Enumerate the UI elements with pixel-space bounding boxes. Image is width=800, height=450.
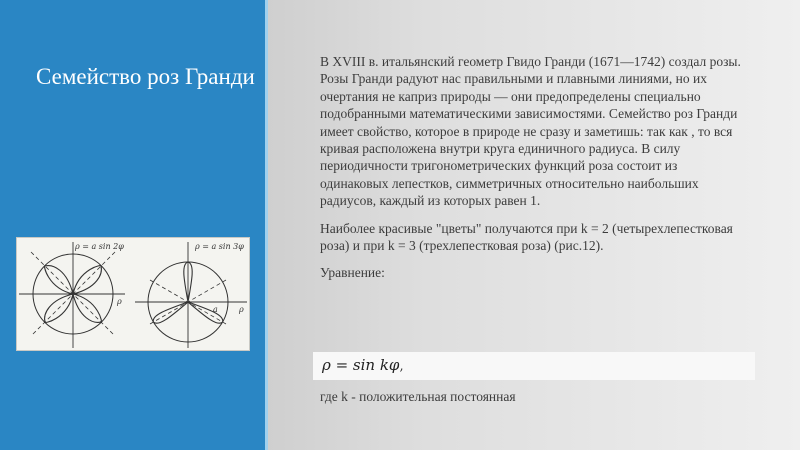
history-paragraph: В XVIII в. итальянский геометр Гвидо Гранди (1671—1742) создал розы. Розы Гранди радуют нас правильными и плавными линиями, но их очертания не каприз природы — они предопределены специально подобранными математическими зависимостями. Семейство роз Гранди имеет свойство, которое в природе не сразу и заметишь: так как , то вся кривая расположена внутри круга единичного радиуса. В силу периодичности тригонометрических функций роза состоит из одинаковых лепестков, симметричных относительно наибольших радиусов, каждый из которых равен 1. xyxy=(320,54,741,209)
slide-body xyxy=(320,53,745,292)
where-note: где k - положительная постоянная xyxy=(320,389,516,404)
right-a-label: a xyxy=(213,305,218,314)
right-rho-label: ρ xyxy=(239,305,244,314)
three-petal-rose xyxy=(135,242,247,348)
slide-title: Семейство роз Гранди xyxy=(36,64,255,89)
rose-figure xyxy=(16,237,250,351)
equation-text: ρ = sin kφ xyxy=(322,356,400,374)
equation-comma: , xyxy=(399,359,404,374)
rose-equation xyxy=(322,356,404,374)
right-rose-caption: ρ = a sin 3φ xyxy=(195,242,244,251)
flowers-paragraph: Наиболее красивые "цветы" получаются при k = 2 (четырехлепестковая роза) и при k = 3 (трехлепестковая роза) (рис.12). xyxy=(320,220,733,254)
equation-box xyxy=(313,352,755,380)
four-petal-rose xyxy=(19,242,125,348)
left-rho-label: ρ xyxy=(117,297,122,306)
equation-label: Уравнение: xyxy=(320,265,385,281)
rose-diagrams xyxy=(17,238,249,350)
left-rose-caption: ρ = a sin 2φ xyxy=(75,242,124,251)
